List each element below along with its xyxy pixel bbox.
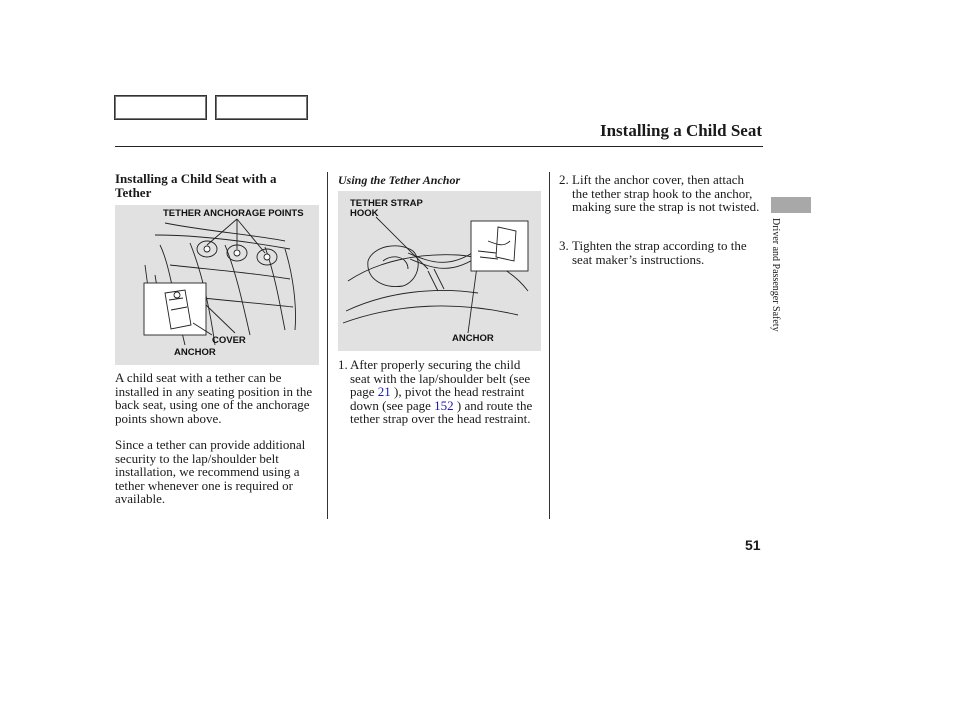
step-2-text: Lift the anchor cover, then attach the tether strap hook to the anchor, making sure the strap is not twisted. [572, 172, 760, 214]
page-link-152[interactable]: 152 [434, 397, 454, 413]
page-number: 51 [745, 537, 761, 553]
step-2-number: 2. [559, 172, 569, 187]
paragraph-tether-positions: A child seat with a tether can be installed in any seating position in the back seat, using one of the anchorage points shown above. [115, 370, 313, 426]
nav-box-left[interactable] [114, 95, 207, 120]
figure-label-anchor: ANCHOR [174, 347, 216, 358]
step-3-text: Tighten the strap according to the seat maker’s instructions. [572, 238, 747, 267]
subsection-heading: Using the Tether Anchor [338, 173, 461, 187]
section-tab[interactable] [771, 197, 811, 213]
column-divider-1 [327, 172, 328, 519]
step-1-text-c: ) and route the tether strap over the head restraint. [350, 397, 533, 426]
section-heading: Installing a Child Seat with a Tether [115, 171, 277, 200]
step-1-text-a: After properly securing the child seat with the lap/shoulder belt (see page [350, 357, 531, 399]
figure-label-anchor-2: ANCHOR [452, 333, 494, 344]
step-3-number: 3. [559, 238, 569, 253]
nav-box-right[interactable] [215, 95, 308, 120]
paragraph-tether-security: Since a tether can provide additional security to the lap/shoulder belt installation, we recommend using a tether whenever one is required or available. [115, 437, 306, 506]
page-title: Installing a Child Seat [599, 121, 762, 140]
figure-label-anchorage: TETHER ANCHORAGE POINTS [163, 208, 304, 219]
step-1-number: 1. [338, 357, 348, 372]
anchorage-points-figure [115, 205, 319, 365]
tether-anchor-figure [338, 191, 541, 351]
step-1 [338, 358, 542, 426]
step-2 [559, 173, 762, 214]
header-rule [115, 146, 763, 147]
step-1-text-b: ), pivot the head restraint down (see page [350, 384, 525, 413]
step-3 [559, 239, 762, 266]
page-link-21[interactable]: 21 [377, 384, 391, 399]
figure-label-cover: COVER [212, 335, 246, 346]
figure-label-hook: TETHER STRAP HOOK [350, 198, 423, 219]
column-divider-2 [549, 172, 550, 519]
section-tab-label: Driver and Passenger Safety [770, 218, 781, 332]
